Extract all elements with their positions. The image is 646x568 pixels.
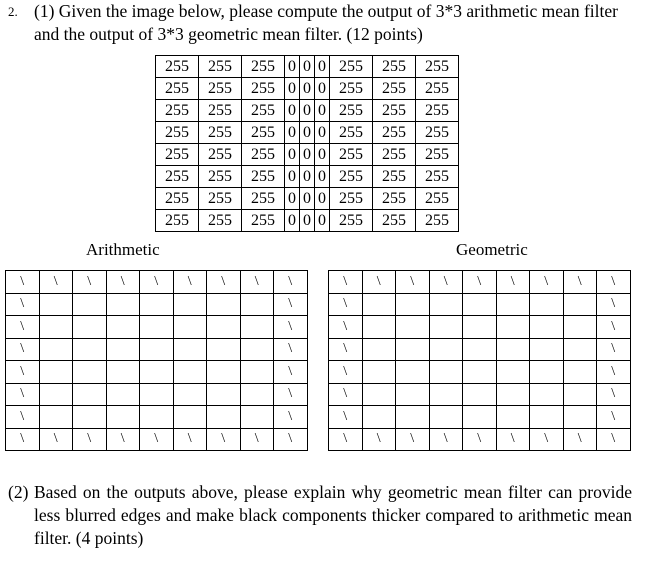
geometric-grid-cell [362, 316, 396, 339]
matrix-cell: 255 [330, 78, 373, 100]
input-image-matrix [155, 55, 459, 232]
arithmetic-grid-cell [39, 383, 73, 406]
arithmetic-grid-cell [73, 338, 107, 361]
arithmetic-grid-cell [106, 383, 140, 406]
arithmetic-grid-row [6, 406, 308, 429]
arithmetic-grid-row [6, 316, 308, 339]
geometric-grid-cell [396, 361, 430, 384]
geometric-grid-cell: \ [362, 428, 396, 451]
arithmetic-grid-row [6, 271, 308, 294]
arithmetic-grid-cell [173, 383, 207, 406]
matrix-cell: 255 [416, 78, 459, 100]
matrix-cell: 255 [199, 166, 242, 188]
matrix-cell: 255 [416, 144, 459, 166]
geometric-grid-cell [429, 293, 463, 316]
geometric-grid-cell [530, 406, 564, 429]
arithmetic-grid-cell: \ [274, 428, 308, 451]
geometric-grid-cell: \ [329, 293, 363, 316]
geometric-grid-cell [429, 361, 463, 384]
arithmetic-grid-row [6, 361, 308, 384]
matrix-cell: 255 [373, 144, 416, 166]
geometric-grid-cell: \ [597, 361, 631, 384]
matrix-cell: 255 [156, 144, 199, 166]
geometric-grid-cell: \ [597, 293, 631, 316]
geometric-grid-cell: \ [329, 338, 363, 361]
arithmetic-grid-cell [140, 361, 174, 384]
arithmetic-grid-cell [173, 293, 207, 316]
matrix-cell: 255 [416, 56, 459, 78]
matrix-row [156, 210, 459, 232]
arithmetic-grid-cell: \ [207, 428, 241, 451]
geometric-label: Geometric [456, 240, 528, 259]
geometric-grid-cell: \ [329, 361, 363, 384]
matrix-cell: 255 [373, 122, 416, 144]
arithmetic-grid-cell [140, 406, 174, 429]
geometric-grid-cell [396, 383, 430, 406]
matrix-cell: 255 [242, 144, 285, 166]
arithmetic-grid-cell: \ [73, 428, 107, 451]
matrix-cell: 255 [330, 100, 373, 122]
geometric-grid-row [329, 361, 631, 384]
matrix-cell: 255 [330, 56, 373, 78]
geometric-grid-cell: \ [329, 428, 363, 451]
arithmetic-grid-cell: \ [173, 428, 207, 451]
matrix-cell: 255 [156, 78, 199, 100]
arithmetic-grid-cell: \ [240, 271, 274, 294]
geometric-grid-cell [563, 361, 597, 384]
arithmetic-grid-cell: \ [140, 271, 174, 294]
geometric-grid-cell [362, 361, 396, 384]
arithmetic-grid-cell: \ [140, 428, 174, 451]
matrix-cell: 0 [285, 166, 300, 188]
matrix-cell: 255 [156, 188, 199, 210]
geometric-grid-cell [463, 293, 497, 316]
arithmetic-grid-row [6, 293, 308, 316]
matrix-cell: 255 [373, 210, 416, 232]
arithmetic-label: Arithmetic [86, 240, 160, 259]
matrix-row [156, 78, 459, 100]
matrix-cell: 0 [285, 144, 300, 166]
matrix-cell: 0 [285, 100, 300, 122]
geometric-grid-cell [496, 361, 530, 384]
geometric-grid-cell: \ [597, 338, 631, 361]
arithmetic-grid-cell [140, 338, 174, 361]
arithmetic-grid-cell [106, 361, 140, 384]
arithmetic-grid-cell [73, 406, 107, 429]
arithmetic-grid-cell [240, 406, 274, 429]
matrix-cell: 255 [156, 100, 199, 122]
question-part2-marker: (2) [8, 482, 29, 502]
arithmetic-grid-cell: \ [274, 338, 308, 361]
geometric-grid-cell: \ [530, 271, 564, 294]
geometric-grid-cell [563, 406, 597, 429]
matrix-cell: 255 [330, 122, 373, 144]
matrix-cell: 0 [300, 144, 315, 166]
geometric-grid-cell [396, 293, 430, 316]
geometric-grid-cell: \ [396, 428, 430, 451]
geometric-grid-cell: \ [597, 428, 631, 451]
arithmetic-grid-cell: \ [73, 271, 107, 294]
arithmetic-grid-cell [240, 361, 274, 384]
matrix-cell: 255 [330, 210, 373, 232]
arithmetic-grid-cell: \ [207, 271, 241, 294]
matrix-cell: 255 [242, 78, 285, 100]
question-part1-text: (1) Given the image below, please compute the output of 3*3 arithmetic mean filter and the output of 3*3 geometric mean filter. (12 points) [34, 1, 618, 44]
geometric-grid-cell [530, 316, 564, 339]
matrix-cell: 255 [416, 100, 459, 122]
question-part2 [8, 481, 632, 550]
matrix-cell: 255 [199, 56, 242, 78]
matrix-cell: 0 [285, 78, 300, 100]
arithmetic-grid-cell [173, 338, 207, 361]
matrix-cell: 255 [242, 210, 285, 232]
arithmetic-grid-cell: \ [173, 271, 207, 294]
geometric-grid-row [329, 271, 631, 294]
matrix-cell: 255 [242, 166, 285, 188]
arithmetic-grid-cell: \ [6, 428, 40, 451]
arithmetic-grid-cell: \ [6, 361, 40, 384]
matrix-cell: 255 [156, 166, 199, 188]
arithmetic-grid-cell: \ [106, 428, 140, 451]
geometric-grid-cell [496, 383, 530, 406]
matrix-cell: 0 [315, 144, 330, 166]
matrix-cell: 255 [416, 122, 459, 144]
geometric-grid-cell: \ [496, 428, 530, 451]
arithmetic-grid-cell [73, 383, 107, 406]
matrix-row [156, 100, 459, 122]
arithmetic-grid-cell: \ [6, 406, 40, 429]
arithmetic-grid-cell [240, 293, 274, 316]
arithmetic-grid-cell: \ [106, 271, 140, 294]
geometric-grid-cell: \ [563, 428, 597, 451]
matrix-cell: 0 [285, 56, 300, 78]
matrix-cell: 255 [199, 144, 242, 166]
arithmetic-grid-cell [39, 293, 73, 316]
matrix-cell: 255 [416, 166, 459, 188]
geometric-grid-cell [463, 406, 497, 429]
arithmetic-grid-cell [73, 361, 107, 384]
arithmetic-grid-cell [240, 383, 274, 406]
geometric-grid-cell: \ [463, 271, 497, 294]
matrix-cell: 0 [300, 166, 315, 188]
arithmetic-grid-cell: \ [39, 271, 73, 294]
geometric-grid-cell [563, 338, 597, 361]
arithmetic-grid-cell: \ [274, 316, 308, 339]
matrix-cell: 255 [242, 188, 285, 210]
arithmetic-grid-row [6, 383, 308, 406]
geometric-grid-cell [530, 293, 564, 316]
arithmetic-grid-cell: \ [274, 361, 308, 384]
arithmetic-grid-cell [39, 361, 73, 384]
arithmetic-grid-cell: \ [274, 271, 308, 294]
matrix-cell: 255 [242, 56, 285, 78]
arithmetic-grid-cell [106, 293, 140, 316]
matrix-cell: 255 [373, 188, 416, 210]
arithmetic-grid-cell: \ [6, 316, 40, 339]
matrix-cell: 255 [416, 188, 459, 210]
geometric-grid-cell [563, 316, 597, 339]
arithmetic-grid-cell [207, 383, 241, 406]
geometric-grid-cell: \ [329, 271, 363, 294]
geometric-grid-cell [530, 338, 564, 361]
geometric-grid-cell: \ [597, 271, 631, 294]
arithmetic-grid-cell: \ [274, 293, 308, 316]
matrix-cell: 255 [373, 166, 416, 188]
geometric-grid-row [329, 338, 631, 361]
matrix-cell: 0 [315, 100, 330, 122]
matrix-cell: 255 [330, 166, 373, 188]
geometric-grid-cell: \ [597, 383, 631, 406]
matrix-cell: 0 [315, 166, 330, 188]
arithmetic-grid-cell [73, 316, 107, 339]
arithmetic-grid-cell [106, 406, 140, 429]
matrix-cell: 0 [315, 122, 330, 144]
arithmetic-grid-row [6, 428, 308, 451]
matrix-cell: 255 [156, 122, 199, 144]
matrix-cell: 255 [242, 100, 285, 122]
matrix-row [156, 122, 459, 144]
geometric-grid-cell [530, 361, 564, 384]
matrix-cell: 255 [156, 210, 199, 232]
arithmetic-grid-cell [106, 338, 140, 361]
geometric-grid-cell: \ [329, 383, 363, 406]
geometric-grid-cell: \ [597, 316, 631, 339]
geometric-grid-cell [496, 406, 530, 429]
geometric-grid-cell [463, 316, 497, 339]
geometric-grid-cell [396, 338, 430, 361]
arithmetic-grid-cell [140, 293, 174, 316]
geometric-grid-cell: \ [563, 271, 597, 294]
matrix-cell: 0 [315, 78, 330, 100]
geometric-answer-grid [328, 270, 631, 451]
matrix-cell: 0 [285, 210, 300, 232]
geometric-grid-cell [396, 406, 430, 429]
arithmetic-grid-cell: \ [240, 428, 274, 451]
geometric-grid-cell [396, 316, 430, 339]
geometric-grid-cell [362, 383, 396, 406]
geometric-grid-cell [496, 293, 530, 316]
arithmetic-grid-cell: \ [6, 338, 40, 361]
matrix-cell: 0 [300, 56, 315, 78]
matrix-cell: 0 [300, 78, 315, 100]
matrix-cell: 255 [199, 100, 242, 122]
arithmetic-grid-cell: \ [6, 383, 40, 406]
matrix-cell: 0 [300, 122, 315, 144]
geometric-grid-cell [463, 383, 497, 406]
arithmetic-grid-cell [207, 361, 241, 384]
geometric-grid-cell: \ [429, 428, 463, 451]
arithmetic-answer-grid [5, 270, 308, 451]
geometric-grid-cell: \ [429, 271, 463, 294]
matrix-row [156, 144, 459, 166]
matrix-cell: 255 [330, 188, 373, 210]
matrix-cell: 0 [315, 56, 330, 78]
geometric-grid-cell: \ [362, 271, 396, 294]
arithmetic-grid-cell [39, 338, 73, 361]
arithmetic-grid-cell [173, 316, 207, 339]
matrix-cell: 255 [373, 78, 416, 100]
matrix-cell: 255 [242, 122, 285, 144]
arithmetic-grid-cell [39, 316, 73, 339]
matrix-cell: 255 [199, 78, 242, 100]
arithmetic-grid-cell [173, 361, 207, 384]
matrix-row [156, 188, 459, 210]
arithmetic-grid-cell [240, 338, 274, 361]
geometric-grid-cell [496, 316, 530, 339]
matrix-cell: 255 [199, 188, 242, 210]
matrix-cell: 0 [315, 188, 330, 210]
matrix-cell: 255 [373, 56, 416, 78]
matrix-cell: 0 [300, 210, 315, 232]
geometric-grid-cell: \ [530, 428, 564, 451]
geometric-grid-row [329, 428, 631, 451]
geometric-grid-cell [563, 383, 597, 406]
arithmetic-grid-cell: \ [274, 383, 308, 406]
matrix-cell: 0 [285, 188, 300, 210]
geometric-grid-cell: \ [597, 406, 631, 429]
geometric-grid-cell [429, 406, 463, 429]
geometric-grid-cell [429, 338, 463, 361]
arithmetic-grid-cell [207, 316, 241, 339]
geometric-grid-cell [429, 316, 463, 339]
geometric-grid-cell [463, 361, 497, 384]
geometric-grid-cell [362, 293, 396, 316]
geometric-grid-row [329, 406, 631, 429]
arithmetic-grid-cell [140, 383, 174, 406]
matrix-cell: 255 [199, 122, 242, 144]
geometric-grid-row [329, 316, 631, 339]
geometric-grid-cell [496, 338, 530, 361]
geometric-grid-cell [463, 338, 497, 361]
geometric-grid-cell [530, 383, 564, 406]
arithmetic-grid-cell [140, 316, 174, 339]
geometric-grid-cell: \ [329, 406, 363, 429]
matrix-cell: 255 [199, 210, 242, 232]
arithmetic-grid-cell [173, 406, 207, 429]
matrix-cell: 0 [300, 188, 315, 210]
geometric-grid-cell [563, 293, 597, 316]
arithmetic-grid-cell [73, 293, 107, 316]
matrix-cell: 255 [416, 210, 459, 232]
geometric-grid-cell [429, 383, 463, 406]
arithmetic-grid-cell [207, 338, 241, 361]
arithmetic-grid-cell [207, 293, 241, 316]
matrix-cell: 0 [315, 210, 330, 232]
geometric-grid-row [329, 383, 631, 406]
matrix-cell: 255 [330, 144, 373, 166]
arithmetic-grid-cell [39, 406, 73, 429]
geometric-grid-cell: \ [396, 271, 430, 294]
geometric-grid-row [329, 293, 631, 316]
arithmetic-grid-cell: \ [6, 271, 40, 294]
question-part2-text: Based on the outputs above, please explain why geometric mean filter can provide less blurred edges and make black components thicker compared to arithmetic mean filter. (4 points) [34, 482, 632, 548]
geometric-grid-cell: \ [463, 428, 497, 451]
arithmetic-grid-cell: \ [6, 293, 40, 316]
geometric-grid-cell [362, 406, 396, 429]
geometric-grid-cell: \ [329, 316, 363, 339]
arithmetic-grid-cell [106, 316, 140, 339]
matrix-row [156, 56, 459, 78]
matrix-cell: 0 [285, 122, 300, 144]
arithmetic-grid-cell: \ [274, 406, 308, 429]
arithmetic-grid-cell [207, 406, 241, 429]
arithmetic-grid-row [6, 338, 308, 361]
matrix-cell: 255 [156, 56, 199, 78]
question-number: 2. [8, 4, 18, 19]
arithmetic-grid-cell [240, 316, 274, 339]
arithmetic-grid-cell: \ [39, 428, 73, 451]
geometric-grid-cell: \ [496, 271, 530, 294]
matrix-cell: 255 [373, 100, 416, 122]
matrix-cell: 0 [300, 100, 315, 122]
geometric-grid-cell [362, 338, 396, 361]
matrix-row [156, 166, 459, 188]
